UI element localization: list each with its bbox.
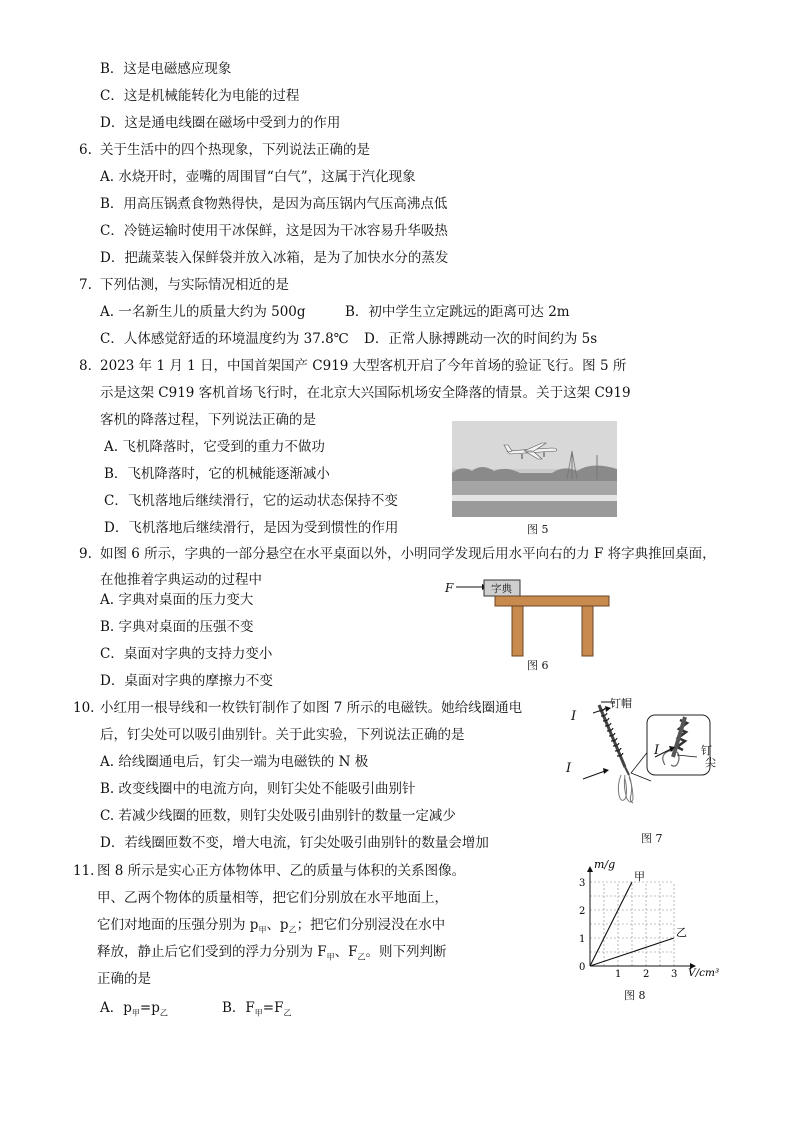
q11-option-b: B．$F_甲=F_乙$ bbox=[222, 1000, 292, 1018]
q9-stem-line2: 在他推着字典运动的过程中 bbox=[100, 572, 262, 588]
chart-series bbox=[590, 870, 687, 966]
y-axis-arrow bbox=[587, 866, 593, 872]
q9-option-c: C．桌面对字典的支持力变小 bbox=[100, 646, 273, 662]
q6-option-a: A. 水烧开时，壶嘴的周围冒“白气”，这属于汽化现象 bbox=[100, 169, 416, 185]
q7-option-d: D．正常人脉搏跳动一次的时间约为 5s bbox=[364, 331, 598, 347]
q8-stem-line1: 2023 年 1 月 1 日，中国首架国产 C919 大型客机开启了今年首场的验证飞行。图 5 所 bbox=[100, 358, 627, 374]
q10-option-c: C. 若减少线圈的匝数，则钉尖处吸引曲别针的数量一定减少 bbox=[100, 808, 456, 824]
q6-number: 6. bbox=[79, 142, 92, 158]
q11-option-a: A．$p_甲=p_乙$ bbox=[100, 1000, 168, 1018]
q7-number: 7. bbox=[79, 277, 92, 293]
q5-option-b: B．这是电磁感应现象 bbox=[100, 61, 232, 77]
q6-option-c: C．冷链运输时使用干冰保鲜，这是因为干冰容易升华吸热 bbox=[100, 223, 448, 239]
q10-stem-line2: 后，钉尖处可以吸引曲别针。关于此实验，下列说法正确的是 bbox=[100, 727, 465, 743]
q9-number: 9. bbox=[79, 546, 92, 562]
figure-8-caption: 图 8 bbox=[624, 989, 646, 1002]
figure-5-caption: 图 5 bbox=[527, 523, 549, 536]
q6-option-d: D．把蔬菜装入保鲜袋并放入冰箱，是为了加快水分的蒸发 bbox=[100, 250, 449, 266]
q8-option-b: B．飞机降落时，它的机械能逐渐减小 bbox=[104, 466, 330, 482]
q7-option-b: B．初中学生立定跳远的距离可达 2m bbox=[345, 304, 570, 320]
q11-stem-line4: 释放，静止后它们受到的浮力分别为 $F_甲$、$F_乙$。则下列判断 bbox=[97, 944, 447, 962]
q9-stem-line1: 如图 6 所示，字典的一部分悬空在水平桌面以外，小明同学发现后用水平向右的力 F 将字典推回桌面， bbox=[100, 546, 716, 562]
m-v-chart bbox=[560, 858, 735, 988]
figure-7-current-label-top: I bbox=[571, 709, 577, 724]
q11-stem-line1: 图 8 所示是实心正方体物体甲、乙的质量与体积的关系图像。 bbox=[97, 863, 466, 879]
q7-option-a: A. 一名新生儿的质量大约为 500g bbox=[100, 304, 306, 320]
q9-option-a: A. 字典对桌面的压力变大 bbox=[100, 592, 254, 608]
figure-6-caption: 图 6 bbox=[527, 659, 549, 672]
series-label: 乙 bbox=[676, 926, 687, 939]
y-axis-label: m/g bbox=[594, 858, 616, 871]
q6-option-b: B．用高压锅煮食物熟得快，是因为高压锅内气压高沸点低 bbox=[100, 196, 448, 212]
x-tick-label: 2 bbox=[643, 969, 650, 980]
figure-8-chart bbox=[560, 858, 735, 988]
y-tick-label: 1 bbox=[579, 934, 586, 945]
q5-option-d: D．这是通电线圈在磁场中受到力的作用 bbox=[100, 115, 341, 131]
x-tick-label: 3 bbox=[671, 969, 678, 980]
q8-option-a: A. 飞机降落时，它受到的重力不做功 bbox=[104, 439, 325, 455]
q5-option-c: C．这是机械能转化为电能的过程 bbox=[100, 88, 300, 104]
q10-stem-line1: 小红用一根导线和一枚铁钉制作了如图 7 所示的电磁铁。她给线圈通电 bbox=[100, 700, 523, 716]
figure-5-airplane-photo bbox=[452, 421, 617, 517]
q11-stem-line2: 甲、乙两个物体的质量相等，把它们分别放在水平地面上， bbox=[97, 890, 448, 906]
q11-stem-line5: 正确的是 bbox=[97, 971, 151, 987]
q8-number: 8． bbox=[79, 358, 102, 374]
y-tick-label: 2 bbox=[579, 906, 586, 917]
q10-option-d: D．若线圈匝数不变，增大电流，钉尖处吸引曲别针的数量会增加 bbox=[100, 835, 489, 851]
figure-6-force-label: F bbox=[445, 581, 454, 595]
q8-option-c: C．飞机落地后继续滑行，它的运动状态保持不变 bbox=[104, 493, 398, 509]
q7-option-c: C．人体感觉舒适的环境温度约为 37.8℃ bbox=[100, 331, 349, 347]
x-axis-label: V/cm³ bbox=[688, 967, 720, 979]
q8-option-d: D．飞机落地后继续滑行，是因为受到惯性的作用 bbox=[104, 520, 399, 536]
q11-stem-line3: 它们对地面的压强分别为 $p_甲$、$p_乙$；把它们分别浸没在水中 bbox=[97, 917, 446, 935]
q6-stem: 关于生活中的四个热现象，下列说法正确的是 bbox=[100, 142, 370, 158]
figure-7-label-nail-cap: 钉帽 bbox=[610, 697, 632, 710]
figure-7-current-label-zoom: I bbox=[654, 743, 660, 758]
x-tick-label: 1 bbox=[615, 969, 622, 980]
q9-option-d: D．桌面对字典的摩擦力不变 bbox=[100, 673, 273, 689]
figure-6-book-label: 字典 bbox=[491, 583, 512, 595]
q9-option-b: B. 字典对桌面的压强不变 bbox=[100, 619, 254, 635]
q8-stem-line3: 客机的降落过程，下列说法正确的是 bbox=[100, 412, 316, 428]
figure-7-current-label-bottom: I bbox=[566, 761, 572, 776]
y-tick-label: 0 bbox=[579, 962, 586, 973]
chart-grid bbox=[590, 882, 674, 966]
series-label: 甲 bbox=[634, 870, 645, 883]
figure-6-dictionary-on-table bbox=[440, 578, 615, 658]
q11-number: 11. bbox=[73, 863, 95, 879]
figure-7-caption: 图 7 bbox=[641, 832, 663, 845]
figure-7-label-nail-tip-2: 尖 bbox=[705, 756, 716, 769]
q10-option-b: B. 改变线圈中的电流方向，则钉尖处不能吸引曲别针 bbox=[100, 781, 416, 797]
q8-stem-line2: 示是这架 C919 客机首场飞行时，在北京大兴国际机场安全降落的情景。关于这架 C919 bbox=[100, 385, 631, 401]
q7-stem: 下列估测，与实际情况相近的是 bbox=[100, 277, 289, 293]
figure-7-label-nail-tip-1: 钉 bbox=[701, 744, 712, 757]
series-line bbox=[590, 882, 632, 966]
q10-option-a: A. 给线圈通电后，钉尖一端为电磁铁的 N 极 bbox=[100, 754, 369, 770]
y-tick-label: 3 bbox=[579, 878, 586, 889]
q10-number: 10. bbox=[73, 700, 95, 716]
